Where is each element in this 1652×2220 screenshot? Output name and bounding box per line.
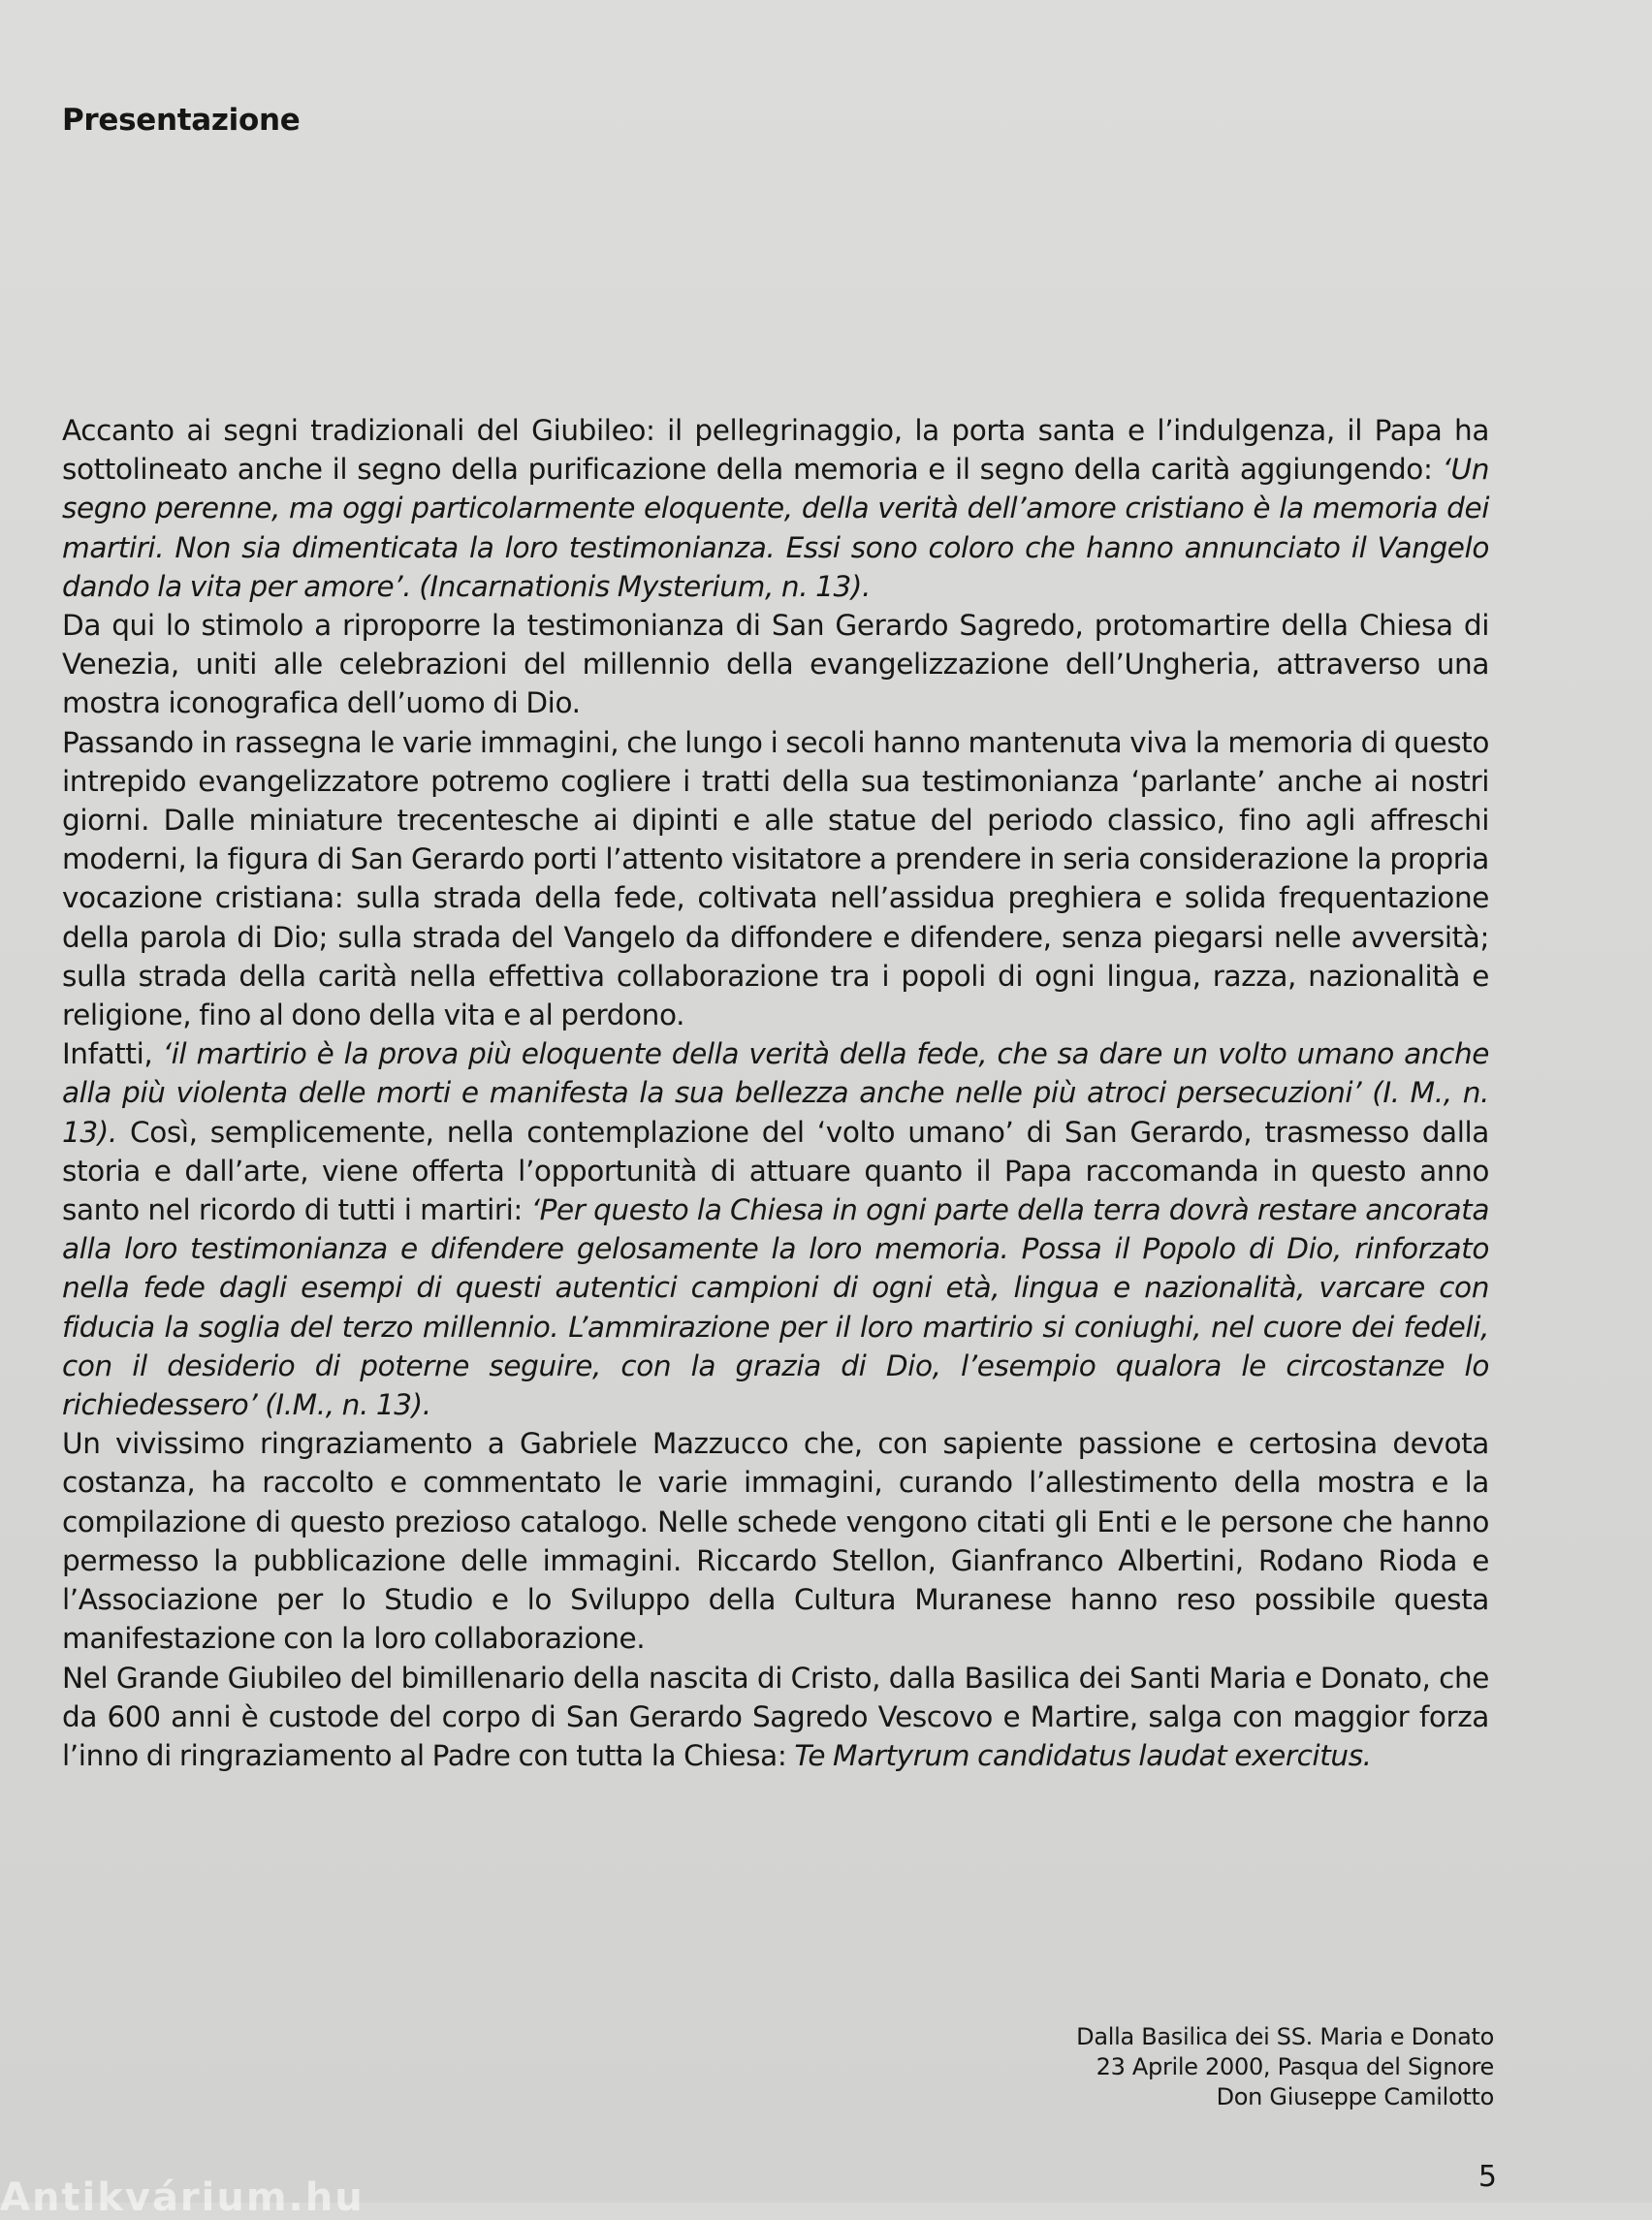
signature-block	[1076, 2022, 1494, 2112]
paragraph-2: Da qui lo stimolo a riproporre la testimonianza di San Gerardo Sagredo, protomartire della Chiesa di Venezia, uniti alle celebrazioni del millennio della evangelizzazione dell’Ungheria, attraverso una mostra iconografica dell’uomo di Dio.	[62, 609, 1489, 720]
paragraph-4-intro: Infatti,	[62, 1037, 163, 1071]
signature-date: 23 Aprile 2000, Pasqua del Signore	[1096, 2053, 1494, 2080]
paragraph-6-latin: Te Martyrum candidatus laudat exercitus.	[794, 1738, 1372, 1772]
paragraph-3: Passando in rassegna le varie immagini, che lungo i secoli hanno mantenuta viva la memoria di questo intrepido evangelizzatore potremo cogliere i tratti della sua testimonianza ‘parlante’ anche ai nostri giorni. Dalle miniature trecentesche ai dipinti e alle statue del periodo classico, fino agli affreschi moderni, la figura di San Gerardo porti l’attento visitatore a prendere in seria considerazione la propria vocazione cristiana: sulla strada della fede, coltivata nell’assidua preghiera e solida frequentazione della parola di Dio; sulla strada del Vangelo da diffondere e difendere, senza piegarsi nelle avversità; sulla strada della carità nella effettiva collaborazione tra i popoli di ogni lingua, razza, nazionalità e religione, fino al dono della vita e al perdono.	[62, 725, 1489, 1032]
paragraph-4	[62, 1034, 1489, 1424]
paragraph-4-quote-1: ‘il martirio è la prova più eloquente della verità della fede, che sa dare un volto umano anche alla più violenta delle morti e manifesta la sua bellezza anche nelle più atroci persecuzioni’ (I. M., n. 13).	[62, 1037, 1490, 1149]
paragraph-1	[62, 411, 1489, 606]
paragraph-4-quote-2: ‘Per questo la Chiesa in ogni parte della terra dovrà restare ancorata alla loro testimonianza e difendere gelosamente la loro memoria. Possa il Popolo di Dio, rinforzato nella fede dagli esempi di questi autentici campioni di ogni età, lingua e nazionalità, varcare con fiducia la soglia del terzo millennio. L’ammirazione per il loro martirio si coniughi, nel cuore dei fedeli, con il desiderio di poterne seguire, con la grazia di Dio, l’esempio qualora le circostanze lo richiedessero’ (I.M., n. 13).	[62, 1193, 1490, 1422]
paragraph-6	[62, 1659, 1489, 1776]
paragraph-6-text: Nel Grande Giubileo del bimillenario della nascita di Cristo, dalla Basilica dei Santi Maria e Donato, che da 600 anni è custode del corpo di San Gerardo Sagredo Vescovo e Martire, salga con maggior forza l’inno di ringraziamento al Padre con tutta la Chiesa:	[62, 1661, 1489, 1772]
paragraph-5: Un vivissimo ringraziamento a Gabriele Mazzucco che, con sapiente passione e certosina devota costanza, ha raccolto e commentato le varie immagini, curando l’allestimento della mostra e la compilazione di questo prezioso catalogo. Nelle schede vengono citati gli Enti e le persone che hanno permesso la pubblicazione delle immagini. Riccardo Stellon, Gianfranco Albertini, Rodano Rioda e l’Associazione per lo Studio e lo Sviluppo della Cultura Muranese hanno reso possibile questa manifestazione con la loro collaborazione.	[62, 1427, 1489, 1656]
watermark: Antikvárium.hu	[0, 2175, 365, 2220]
presentation-body	[62, 411, 1489, 1775]
signature-place: Dalla Basilica dei SS. Maria e Donato	[1076, 2023, 1494, 2050]
page-number: 5	[1477, 2160, 1497, 2194]
page-title: Presentazione	[62, 103, 301, 138]
signature-author: Don Giuseppe Camilotto	[1216, 2083, 1494, 2110]
paragraph-4-text: Così, semplicemente, nella contemplazione del ‘volto umano’ di San Gerardo, trasmesso dalla storia e dall’arte, viene offerta l’opportunità di attuare quanto il Papa raccomanda in questo anno santo nel ricordo di tutti i martiri:	[62, 1115, 1489, 1227]
paragraph-1-quote: ‘Un segno perenne, ma oggi particolarmente eloquente, della verità dell’amore cristiano è la memoria dei martiri. Non sia dimenticata la loro testimonianza. Essi sono coloro che hanno annunciato il Vangelo dando la vita per amore’. (Incarnationis Mysterium, n. 13).	[62, 453, 1489, 603]
paragraph-1-text: Accanto ai segni tradizionali del Giubileo: il pellegrinaggio, la porta santa e l’indulgenza, il Papa ha sottolineato anche il segno della purificazione della memoria e il segno della carità aggiungendo:	[62, 414, 1489, 487]
